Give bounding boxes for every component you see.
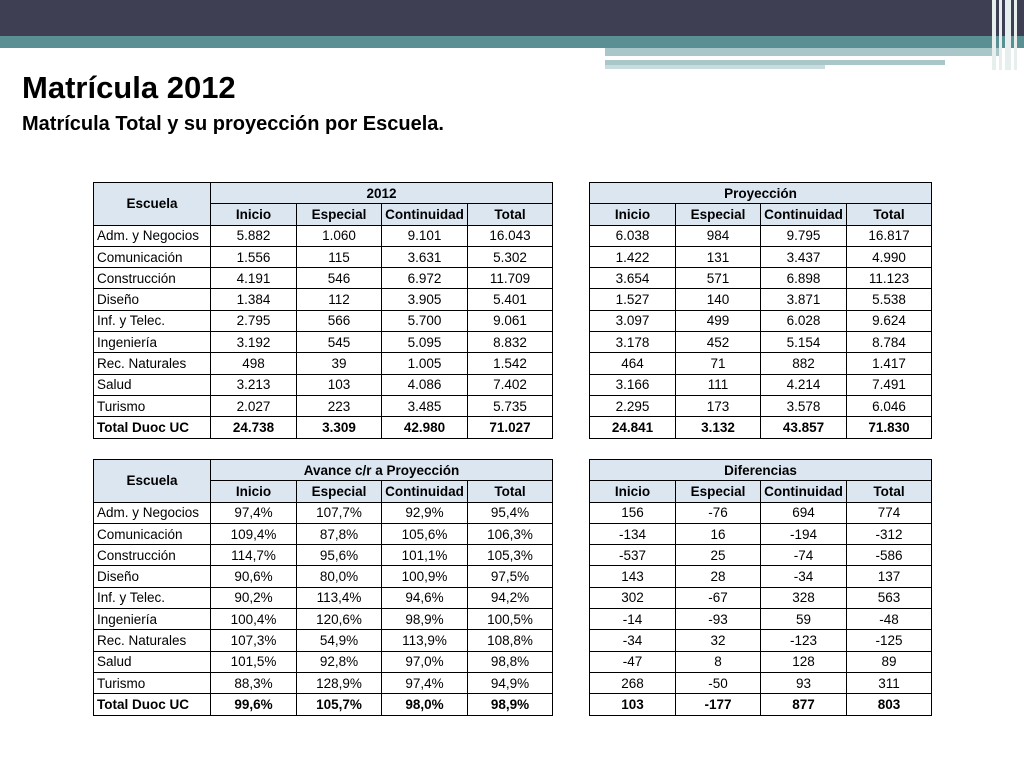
col-header-especial: Especial (297, 481, 382, 502)
value-cell: 7.491 (847, 374, 932, 395)
table-row (590, 672, 932, 693)
value-cell: 71.027 (468, 417, 553, 438)
header-stripes (992, 0, 1024, 70)
escuela-name-cell: Salud (94, 651, 211, 672)
table-row (94, 332, 553, 353)
table-row (94, 310, 553, 331)
col-header-especial: Especial (676, 481, 761, 502)
table-row (590, 651, 932, 672)
table-row (590, 310, 932, 331)
escuela-name-cell: Diseño (94, 289, 211, 310)
escuela-name-cell: Comunicación (94, 246, 211, 267)
escuela-name-cell: Adm. y Negocios (94, 225, 211, 246)
value-cell: 223 (297, 395, 382, 416)
escuela-name-cell: Inf. y Telec. (94, 587, 211, 608)
value-cell: 4.191 (211, 268, 297, 289)
escuela-name-cell: Salud (94, 374, 211, 395)
value-cell: 5.700 (382, 310, 468, 331)
value-cell: -123 (761, 630, 847, 651)
value-cell: 311 (847, 672, 932, 693)
table-row (590, 332, 932, 353)
value-cell: 95,4% (468, 502, 553, 523)
value-cell: -48 (847, 609, 932, 630)
value-cell: -586 (847, 545, 932, 566)
value-cell: 268 (590, 672, 676, 693)
value-cell: -34 (590, 630, 676, 651)
value-cell: 24.841 (590, 417, 676, 438)
table-row (94, 694, 553, 715)
value-cell: 6.028 (761, 310, 847, 331)
escuela-name-cell: Turismo (94, 672, 211, 693)
table-proyeccion (589, 182, 932, 439)
value-cell: 8.784 (847, 332, 932, 353)
group-header: 2012 (211, 183, 553, 204)
value-cell: -34 (761, 566, 847, 587)
value-cell: -47 (590, 651, 676, 672)
value-cell: 1.060 (297, 225, 382, 246)
value-cell: 137 (847, 566, 932, 587)
table-row (94, 651, 553, 672)
value-cell: 103 (297, 374, 382, 395)
value-cell: 9.795 (761, 225, 847, 246)
value-cell: 101,5% (211, 651, 297, 672)
value-cell: 80,0% (297, 566, 382, 587)
table-row (590, 502, 932, 523)
value-cell: 93 (761, 672, 847, 693)
value-cell: 90,6% (211, 566, 297, 587)
escuela-name-cell: Inf. y Telec. (94, 310, 211, 331)
value-cell: 9.624 (847, 310, 932, 331)
value-cell: 2.795 (211, 310, 297, 331)
group-header: Avance c/r a Proyección (211, 460, 553, 481)
value-cell: 3.437 (761, 246, 847, 267)
value-cell: 43.857 (761, 417, 847, 438)
table-row (94, 268, 553, 289)
value-cell: 97,4% (382, 672, 468, 693)
value-cell: 98,0% (382, 694, 468, 715)
value-cell: 8 (676, 651, 761, 672)
value-cell: 114,7% (211, 545, 297, 566)
value-cell: -177 (676, 694, 761, 715)
value-cell: 5.882 (211, 225, 297, 246)
value-cell: 1.527 (590, 289, 676, 310)
table-row (590, 353, 932, 374)
slide-title: Matrícula 2012 (22, 70, 236, 105)
value-cell: 3.905 (382, 289, 468, 310)
value-cell: 89 (847, 651, 932, 672)
value-cell: 108,8% (468, 630, 553, 651)
value-cell: -74 (761, 545, 847, 566)
table-row (590, 225, 932, 246)
table-row (590, 246, 932, 267)
value-cell: 112 (297, 289, 382, 310)
value-cell: 3.485 (382, 395, 468, 416)
value-cell: 803 (847, 694, 932, 715)
value-cell: 499 (676, 310, 761, 331)
table-row (94, 353, 553, 374)
value-cell: 105,3% (468, 545, 553, 566)
escuela-name-cell: Total Duoc UC (94, 417, 211, 438)
value-cell: 100,5% (468, 609, 553, 630)
value-cell: 1.542 (468, 353, 553, 374)
value-cell: 1.556 (211, 246, 297, 267)
value-cell: 128 (761, 651, 847, 672)
escuela-name-cell: Ingeniería (94, 332, 211, 353)
value-cell: 11.709 (468, 268, 553, 289)
value-cell: 4.990 (847, 246, 932, 267)
value-cell: 90,2% (211, 587, 297, 608)
value-cell: 9.061 (468, 310, 553, 331)
table-row (590, 545, 932, 566)
table-row (94, 630, 553, 651)
table-row (94, 545, 553, 566)
value-cell: 111 (676, 374, 761, 395)
value-cell: 39 (297, 353, 382, 374)
header-band-dark (0, 0, 1024, 36)
value-cell: 94,9% (468, 672, 553, 693)
table-row (94, 587, 553, 608)
table-avance (93, 459, 553, 716)
value-cell: 115 (297, 246, 382, 267)
table-row (590, 694, 932, 715)
value-cell: 5.735 (468, 395, 553, 416)
value-cell: 6.038 (590, 225, 676, 246)
value-cell: 98,8% (468, 651, 553, 672)
table-row (94, 672, 553, 693)
value-cell: 59 (761, 609, 847, 630)
escuela-name-cell: Rec. Naturales (94, 353, 211, 374)
value-cell: 16.817 (847, 225, 932, 246)
value-cell: 2.295 (590, 395, 676, 416)
value-cell: 5.538 (847, 289, 932, 310)
group-header: Proyección (590, 183, 932, 204)
table-row (590, 566, 932, 587)
value-cell: 143 (590, 566, 676, 587)
value-cell: 3.166 (590, 374, 676, 395)
value-cell: 106,3% (468, 523, 553, 544)
col-escuela-header: Escuela (94, 460, 211, 503)
value-cell: -134 (590, 523, 676, 544)
value-cell: 92,9% (382, 502, 468, 523)
value-cell: 92,8% (297, 651, 382, 672)
col-header-especial: Especial (297, 204, 382, 225)
value-cell: 71 (676, 353, 761, 374)
table-row (590, 395, 932, 416)
escuela-name-cell: Rec. Naturales (94, 630, 211, 651)
value-cell: 3.097 (590, 310, 676, 331)
table-row (94, 225, 553, 246)
value-cell: 498 (211, 353, 297, 374)
value-cell: 131 (676, 246, 761, 267)
value-cell: 28 (676, 566, 761, 587)
value-cell: 452 (676, 332, 761, 353)
value-cell: 1.005 (382, 353, 468, 374)
value-cell: 545 (297, 332, 382, 353)
value-cell: 984 (676, 225, 761, 246)
slide-subtitle: Matrícula Total y su proyección por Escuela. (22, 113, 444, 135)
table-row (590, 523, 932, 544)
col-header-especial: Especial (676, 204, 761, 225)
escuela-name-cell: Adm. y Negocios (94, 502, 211, 523)
value-cell: 140 (676, 289, 761, 310)
value-cell: 97,4% (211, 502, 297, 523)
value-cell: 107,3% (211, 630, 297, 651)
value-cell: 16 (676, 523, 761, 544)
value-cell: 87,8% (297, 523, 382, 544)
table-row (94, 523, 553, 544)
table-row (590, 268, 932, 289)
table-row (94, 246, 553, 267)
col-header-continuidad: Continuidad (382, 204, 468, 225)
value-cell: 3.631 (382, 246, 468, 267)
value-cell: 328 (761, 587, 847, 608)
value-cell: 97,0% (382, 651, 468, 672)
table-matricula-2012 (93, 182, 553, 439)
col-header-continuidad: Continuidad (761, 204, 847, 225)
escuela-name-cell: Total Duoc UC (94, 694, 211, 715)
value-cell: 11.123 (847, 268, 932, 289)
value-cell: 6.898 (761, 268, 847, 289)
table-row (590, 609, 932, 630)
value-cell: 566 (297, 310, 382, 331)
value-cell: 98,9% (382, 609, 468, 630)
table-row (94, 609, 553, 630)
value-cell: 101,1% (382, 545, 468, 566)
value-cell: -125 (847, 630, 932, 651)
value-cell: 9.101 (382, 225, 468, 246)
value-cell: 546 (297, 268, 382, 289)
value-cell: 120,6% (297, 609, 382, 630)
col-escuela-header: Escuela (94, 183, 211, 226)
value-cell: 4.214 (761, 374, 847, 395)
col-header-continuidad: Continuidad (761, 481, 847, 502)
value-cell: 3.192 (211, 332, 297, 353)
value-cell: -14 (590, 609, 676, 630)
value-cell: 88,3% (211, 672, 297, 693)
value-cell: 95,6% (297, 545, 382, 566)
value-cell: 71.830 (847, 417, 932, 438)
value-cell: 109,4% (211, 523, 297, 544)
col-header-inicio: Inicio (590, 204, 676, 225)
value-cell: 3.309 (297, 417, 382, 438)
value-cell: 3.578 (761, 395, 847, 416)
table-row (94, 289, 553, 310)
value-cell: 24.738 (211, 417, 297, 438)
value-cell: 882 (761, 353, 847, 374)
value-cell: 694 (761, 502, 847, 523)
value-cell: 1.384 (211, 289, 297, 310)
value-cell: 42.980 (382, 417, 468, 438)
value-cell: -312 (847, 523, 932, 544)
value-cell: 5.401 (468, 289, 553, 310)
value-cell: -67 (676, 587, 761, 608)
value-cell: 99,6% (211, 694, 297, 715)
header-band-teal (0, 36, 1024, 48)
value-cell: 5.302 (468, 246, 553, 267)
table-row (590, 587, 932, 608)
value-cell: 3.213 (211, 374, 297, 395)
value-cell: -537 (590, 545, 676, 566)
col-header-total: Total (468, 481, 553, 502)
table-row (590, 374, 932, 395)
value-cell: 302 (590, 587, 676, 608)
value-cell: 1.422 (590, 246, 676, 267)
value-cell: 113,4% (297, 587, 382, 608)
value-cell: 100,4% (211, 609, 297, 630)
table-row (94, 566, 553, 587)
value-cell: 5.154 (761, 332, 847, 353)
group-header: Diferencias (590, 460, 932, 481)
value-cell: 25 (676, 545, 761, 566)
col-header-total: Total (468, 204, 553, 225)
col-header-inicio: Inicio (211, 481, 297, 502)
col-header-inicio: Inicio (590, 481, 676, 502)
col-header-inicio: Inicio (211, 204, 297, 225)
escuela-name-cell: Ingeniería (94, 609, 211, 630)
value-cell: 4.086 (382, 374, 468, 395)
value-cell: 113,9% (382, 630, 468, 651)
header-accent-bar (605, 48, 1000, 56)
value-cell: 8.832 (468, 332, 553, 353)
value-cell: 105,7% (297, 694, 382, 715)
value-cell: 7.402 (468, 374, 553, 395)
value-cell: 571 (676, 268, 761, 289)
value-cell: 3.132 (676, 417, 761, 438)
value-cell: 105,6% (382, 523, 468, 544)
table-diferencias (589, 459, 932, 716)
escuela-name-cell: Construcción (94, 545, 211, 566)
value-cell: 5.095 (382, 332, 468, 353)
value-cell: 156 (590, 502, 676, 523)
value-cell: -76 (676, 502, 761, 523)
value-cell: 32 (676, 630, 761, 651)
value-cell: 3.654 (590, 268, 676, 289)
col-header-continuidad: Continuidad (382, 481, 468, 502)
value-cell: 563 (847, 587, 932, 608)
table-row (590, 289, 932, 310)
value-cell: 107,7% (297, 502, 382, 523)
value-cell: 16.043 (468, 225, 553, 246)
value-cell: 3.178 (590, 332, 676, 353)
value-cell: 6.046 (847, 395, 932, 416)
escuela-name-cell: Turismo (94, 395, 211, 416)
escuela-name-cell: Diseño (94, 566, 211, 587)
table-row (590, 630, 932, 651)
table-row (590, 417, 932, 438)
value-cell: 103 (590, 694, 676, 715)
col-header-total: Total (847, 481, 932, 502)
escuela-name-cell: Comunicación (94, 523, 211, 544)
value-cell: 173 (676, 395, 761, 416)
value-cell: 2.027 (211, 395, 297, 416)
escuela-name-cell: Construcción (94, 268, 211, 289)
value-cell: 94,2% (468, 587, 553, 608)
value-cell: 128,9% (297, 672, 382, 693)
value-cell: 54,9% (297, 630, 382, 651)
header-accent-bar (605, 65, 825, 69)
value-cell: 98,9% (468, 694, 553, 715)
table-row (94, 374, 553, 395)
value-cell: 877 (761, 694, 847, 715)
value-cell: -50 (676, 672, 761, 693)
table-row (94, 502, 553, 523)
value-cell: -93 (676, 609, 761, 630)
value-cell: 774 (847, 502, 932, 523)
table-row (94, 417, 553, 438)
value-cell: 97,5% (468, 566, 553, 587)
value-cell: 6.972 (382, 268, 468, 289)
value-cell: 3.871 (761, 289, 847, 310)
value-cell: 100,9% (382, 566, 468, 587)
col-header-total: Total (847, 204, 932, 225)
value-cell: 94,6% (382, 587, 468, 608)
value-cell: -194 (761, 523, 847, 544)
value-cell: 1.417 (847, 353, 932, 374)
value-cell: 464 (590, 353, 676, 374)
table-row (94, 395, 553, 416)
